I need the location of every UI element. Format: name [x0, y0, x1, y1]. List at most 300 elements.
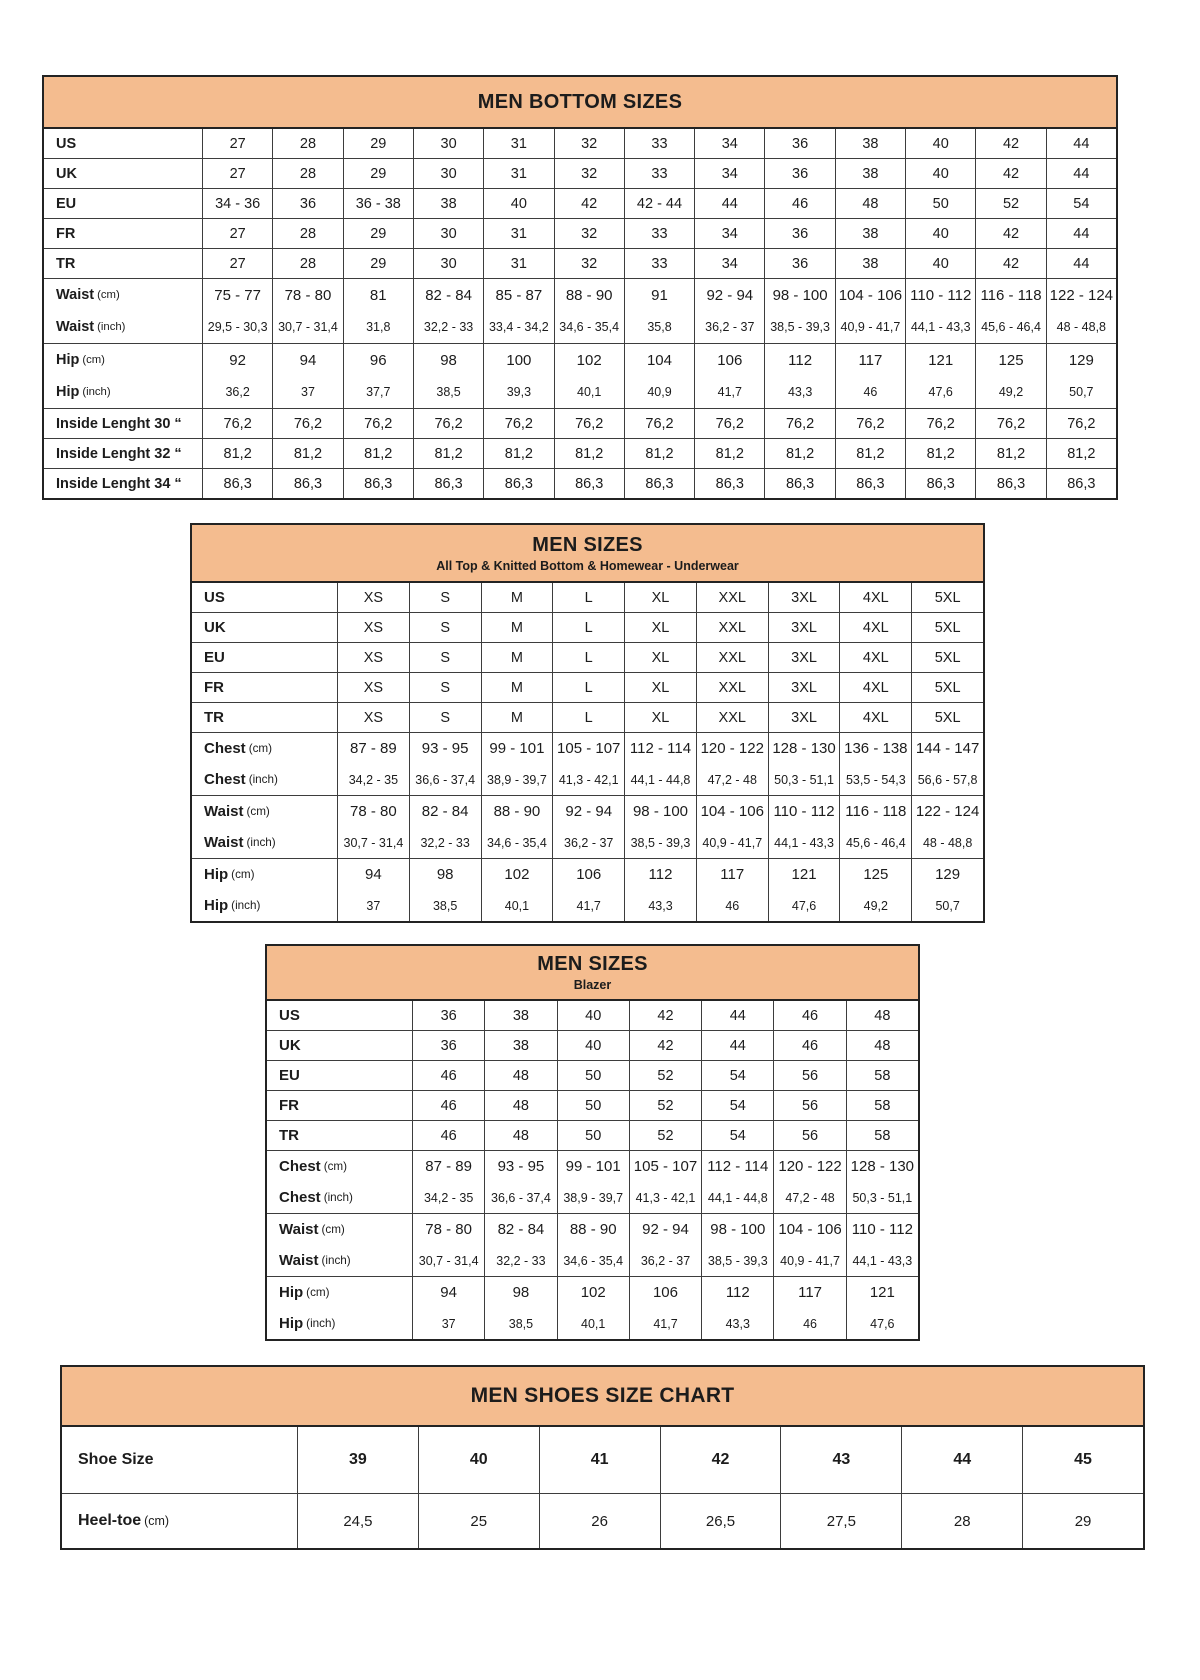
- row-label: [192, 673, 337, 702]
- table-cell: 48: [835, 189, 905, 218]
- table-row: [192, 613, 983, 642]
- table-cell: 81,2: [202, 439, 272, 468]
- table-cell: 86,3: [905, 469, 975, 498]
- table-cell: 104 - 106: [696, 796, 768, 827]
- row-label-text: FR: [279, 1097, 299, 1114]
- table-cell: 50,3 - 51,1: [846, 1182, 918, 1213]
- table-cell: 105 - 107: [629, 1151, 701, 1182]
- table-cell: 28: [272, 129, 342, 158]
- table-cell: 75 - 77: [202, 279, 272, 311]
- table-cell: 76,2: [343, 409, 413, 438]
- table-row: [44, 311, 1116, 343]
- table-cell: 86,3: [483, 469, 553, 498]
- table-cell: 30,7 - 31,4: [272, 311, 342, 343]
- table-cell: 3XL: [768, 673, 840, 702]
- table-cell: M: [481, 673, 553, 702]
- row-label: [192, 859, 337, 890]
- table-row: [192, 643, 983, 672]
- table-cell: 29: [343, 219, 413, 248]
- table-cell: 25: [418, 1494, 539, 1548]
- table-cell: 58: [846, 1121, 918, 1150]
- table-cell: L: [552, 643, 624, 672]
- row-label: [44, 159, 202, 188]
- table-row: [44, 469, 1116, 498]
- table-cell: 121: [905, 344, 975, 376]
- row-label-text: Chest: [279, 1158, 321, 1175]
- men-bottom-sizes-header: [44, 77, 1116, 129]
- row-label-text: Hip: [204, 866, 229, 883]
- table-cell: 81,2: [272, 439, 342, 468]
- table-cell: 43,3: [624, 890, 696, 921]
- table-cell: 102: [554, 344, 624, 376]
- row-group: [44, 129, 1116, 158]
- table-row: [267, 1214, 918, 1245]
- row-label: [44, 409, 202, 438]
- table-cell: 99 - 101: [557, 1151, 629, 1182]
- table-cell: 33: [624, 219, 694, 248]
- table-cell: 104 - 106: [773, 1214, 845, 1245]
- table-cell: 38: [413, 189, 483, 218]
- table-cell: 76,2: [905, 409, 975, 438]
- table-cell: 28: [272, 219, 342, 248]
- row-group: [44, 278, 1116, 343]
- men-bottom-sizes-table: [42, 75, 1118, 500]
- table-cell: 30: [413, 249, 483, 278]
- row-label: [44, 249, 202, 278]
- table-cell: 31: [483, 159, 553, 188]
- table-cell: 82 - 84: [484, 1214, 556, 1245]
- table-cell: 49,2: [975, 376, 1045, 408]
- table-cell: 81,2: [835, 439, 905, 468]
- table-row: [192, 673, 983, 702]
- table-cell: 78 - 80: [272, 279, 342, 311]
- table-cell: 30: [413, 219, 483, 248]
- table-cell: 38,9 - 39,7: [481, 764, 553, 795]
- row-label-text: Inside Lenght 34 “: [56, 475, 182, 492]
- table-cell: 42: [660, 1427, 781, 1493]
- table-cell: 33,4 - 34,2: [483, 311, 553, 343]
- table-cell: 36,6 - 37,4: [484, 1182, 556, 1213]
- table-cell: 53,5 - 54,3: [839, 764, 911, 795]
- men-shoes-size-chart-header: [62, 1367, 1143, 1427]
- row-label: [62, 1427, 297, 1493]
- row-label-unit: (cm): [246, 805, 270, 818]
- row-label-text: TR: [56, 255, 76, 272]
- table-row: [44, 219, 1116, 248]
- table-row: [192, 796, 983, 827]
- table-body: [192, 583, 983, 921]
- row-label-text: EU: [279, 1067, 300, 1084]
- table-cell: 33: [624, 159, 694, 188]
- table-cell: S: [409, 613, 481, 642]
- table-cell: 110 - 112: [768, 796, 840, 827]
- row-group: [62, 1493, 1143, 1548]
- row-label-unit: (inch): [246, 836, 276, 849]
- row-label-text: EU: [204, 649, 225, 666]
- table-cell: 46: [835, 376, 905, 408]
- size-chart-page: [0, 75, 1200, 1550]
- table-cell: 81,2: [975, 439, 1045, 468]
- row-group: [192, 583, 983, 612]
- table-cell: 40: [905, 159, 975, 188]
- table-cell: 4XL: [839, 643, 911, 672]
- table-cell: XXL: [696, 673, 768, 702]
- table-cell: 30: [413, 129, 483, 158]
- table-cell: 76,2: [554, 409, 624, 438]
- row-group: [267, 1030, 918, 1060]
- row-group: [267, 1090, 918, 1120]
- row-label-unit: (cm): [323, 1160, 348, 1173]
- row-label-text: Chest: [204, 740, 246, 757]
- table-cell: 40: [905, 129, 975, 158]
- row-label-text: US: [279, 1007, 300, 1024]
- table-cell: 41,7: [552, 890, 624, 921]
- table-cell: 34,2 - 35: [412, 1182, 484, 1213]
- men-shoes-size-chart-table: [60, 1365, 1145, 1550]
- table-cell: 112 - 114: [701, 1151, 773, 1182]
- table-cell: 44: [901, 1427, 1022, 1493]
- row-group: [192, 795, 983, 858]
- table-cell: 4XL: [839, 673, 911, 702]
- table-row: [267, 1151, 918, 1182]
- row-label-unit: (cm): [97, 289, 120, 301]
- table-cell: 34,6 - 35,4: [554, 311, 624, 343]
- table-cell: 5XL: [911, 673, 983, 702]
- table-cell: 58: [846, 1061, 918, 1090]
- row-label: [267, 1061, 412, 1090]
- table-row: [62, 1427, 1143, 1493]
- row-group: [44, 438, 1116, 468]
- row-label-text: Hip: [279, 1284, 304, 1301]
- table-cell: XXL: [696, 703, 768, 732]
- table-row: [44, 376, 1116, 408]
- table-cell: 81,2: [413, 439, 483, 468]
- table-cell: 3XL: [768, 583, 840, 612]
- table-row: [44, 344, 1116, 376]
- row-label-text: Hip: [204, 897, 229, 914]
- table-cell: 45: [1022, 1427, 1143, 1493]
- table-cell: 56: [773, 1061, 845, 1090]
- row-label-text: US: [56, 135, 77, 152]
- row-label: [192, 703, 337, 732]
- row-label-text: Inside Lenght 30 “: [56, 415, 182, 432]
- table-cell: 44: [1046, 219, 1116, 248]
- table-cell: 102: [557, 1277, 629, 1308]
- table-title: MEN BOTTOM SIZES: [477, 90, 683, 113]
- table-row: [44, 129, 1116, 158]
- table-cell: 32: [554, 129, 624, 158]
- table-cell: 45,6 - 46,4: [975, 311, 1045, 343]
- table-cell: 43,3: [701, 1308, 773, 1339]
- table-cell: XXL: [696, 643, 768, 672]
- table-cell: 5XL: [911, 703, 983, 732]
- table-cell: 104: [624, 344, 694, 376]
- table-cell: 112: [764, 344, 834, 376]
- table-row: [267, 1182, 918, 1213]
- table-cell: 85 - 87: [483, 279, 553, 311]
- table-cell: 117: [773, 1277, 845, 1308]
- row-label-unit: (inch): [306, 1317, 336, 1330]
- table-cell: 4XL: [839, 613, 911, 642]
- table-cell: 106: [552, 859, 624, 890]
- row-group: [44, 188, 1116, 218]
- table-cell: 37,7: [343, 376, 413, 408]
- table-row: [62, 1494, 1143, 1548]
- table-cell: 78 - 80: [337, 796, 409, 827]
- table-cell: 40: [905, 219, 975, 248]
- table-cell: 32: [554, 159, 624, 188]
- row-label: [267, 1031, 412, 1060]
- table-cell: 32: [554, 249, 624, 278]
- table-cell: 47,6: [768, 890, 840, 921]
- table-cell: 129: [1046, 344, 1116, 376]
- table-cell: 81,2: [905, 439, 975, 468]
- table-cell: 48: [484, 1061, 556, 1090]
- table-cell: L: [552, 673, 624, 702]
- table-cell: XL: [624, 613, 696, 642]
- table-cell: 104 - 106: [835, 279, 905, 311]
- row-group: [44, 343, 1116, 408]
- table-cell: 40,1: [554, 376, 624, 408]
- table-cell: 56,6 - 57,8: [911, 764, 983, 795]
- table-cell: 50: [905, 189, 975, 218]
- row-label-unit: (inch): [323, 1191, 353, 1204]
- table-cell: 34: [694, 219, 764, 248]
- table-cell: 48 - 48,8: [911, 827, 983, 858]
- row-label-text: US: [204, 589, 225, 606]
- table-cell: 86,3: [272, 469, 342, 498]
- table-cell: 128 - 130: [768, 733, 840, 764]
- table-cell: 56: [773, 1121, 845, 1150]
- table-cell: 88 - 90: [554, 279, 624, 311]
- table-cell: 44: [1046, 249, 1116, 278]
- row-label: [44, 129, 202, 158]
- table-cell: 110 - 112: [905, 279, 975, 311]
- table-cell: 92 - 94: [629, 1214, 701, 1245]
- table-cell: 36,2: [202, 376, 272, 408]
- row-label-text: FR: [56, 225, 76, 242]
- table-cell: XL: [624, 703, 696, 732]
- table-cell: S: [409, 703, 481, 732]
- row-label: [192, 643, 337, 672]
- table-cell: 27,5: [780, 1494, 901, 1548]
- table-cell: 121: [768, 859, 840, 890]
- table-cell: 42: [554, 189, 624, 218]
- table-cell: 38: [835, 249, 905, 278]
- table-cell: 32,2 - 33: [409, 827, 481, 858]
- table-cell: 34: [694, 129, 764, 158]
- table-cell: 36,2 - 37: [694, 311, 764, 343]
- table-cell: 45,6 - 46,4: [839, 827, 911, 858]
- table-row: [267, 1031, 918, 1060]
- row-group: [44, 408, 1116, 438]
- table-cell: 52: [975, 189, 1045, 218]
- row-label: [267, 1245, 412, 1276]
- table-cell: L: [552, 703, 624, 732]
- row-label-unit: (cm): [144, 1514, 170, 1528]
- table-cell: 27: [202, 249, 272, 278]
- table-title: MEN SHOES SIZE CHART: [470, 1384, 735, 1407]
- table-cell: 98 - 100: [764, 279, 834, 311]
- row-label: [192, 796, 337, 827]
- row-label-text: Waist: [204, 834, 244, 851]
- table-cell: 37: [412, 1308, 484, 1339]
- row-label-text: UK: [56, 165, 77, 182]
- table-cell: 28: [901, 1494, 1022, 1548]
- table-row: [267, 1277, 918, 1308]
- table-cell: 3XL: [768, 613, 840, 642]
- table-cell: 31: [483, 249, 553, 278]
- table-row: [44, 189, 1116, 218]
- table-cell: 52: [629, 1121, 701, 1150]
- table-cell: 30: [413, 159, 483, 188]
- table-cell: 5XL: [911, 613, 983, 642]
- row-label: [44, 219, 202, 248]
- table-cell: 86,3: [202, 469, 272, 498]
- table-cell: 81,2: [764, 439, 834, 468]
- table-row: [192, 583, 983, 612]
- table-cell: 125: [839, 859, 911, 890]
- table-cell: 92: [202, 344, 272, 376]
- row-group: [267, 1001, 918, 1030]
- table-cell: 46: [412, 1061, 484, 1090]
- table-cell: 106: [629, 1277, 701, 1308]
- table-cell: 36: [412, 1031, 484, 1060]
- table-cell: 93 - 95: [409, 733, 481, 764]
- table-cell: 38: [835, 219, 905, 248]
- table-cell: 76,2: [272, 409, 342, 438]
- table-cell: 38: [484, 1031, 556, 1060]
- table-cell: 42: [975, 249, 1045, 278]
- table-cell: 39,3: [483, 376, 553, 408]
- table-cell: 39: [297, 1427, 418, 1493]
- table-cell: 38,5: [413, 376, 483, 408]
- table-cell: 44,1 - 44,8: [624, 764, 696, 795]
- row-label: [192, 583, 337, 612]
- row-label-text: Shoe Size: [78, 1451, 154, 1468]
- table-cell: 44: [701, 1031, 773, 1060]
- table-cell: 48: [484, 1121, 556, 1150]
- row-label: [192, 890, 337, 921]
- row-label-text: Hip: [279, 1315, 304, 1332]
- row-label: [267, 1277, 412, 1308]
- table-cell: 27: [202, 159, 272, 188]
- table-cell: 31: [483, 129, 553, 158]
- table-cell: 112 - 114: [624, 733, 696, 764]
- table-cell: 99 - 101: [481, 733, 553, 764]
- table-cell: 38,5: [484, 1308, 556, 1339]
- row-group: [44, 218, 1116, 248]
- table-row: [267, 1001, 918, 1030]
- row-label: [267, 1091, 412, 1120]
- table-cell: 36,2 - 37: [629, 1245, 701, 1276]
- table-cell: 26,5: [660, 1494, 781, 1548]
- table-cell: 54: [701, 1121, 773, 1150]
- table-cell: 81,2: [343, 439, 413, 468]
- table-cell: 29: [343, 129, 413, 158]
- table-cell: 33: [624, 129, 694, 158]
- table-cell: 54: [1046, 189, 1116, 218]
- row-group: [192, 732, 983, 795]
- table-cell: 27: [202, 129, 272, 158]
- table-cell: XXL: [696, 613, 768, 642]
- table-cell: S: [409, 673, 481, 702]
- table-cell: 46: [412, 1091, 484, 1120]
- table-cell: 110 - 112: [846, 1214, 918, 1245]
- table-cell: 81,2: [694, 439, 764, 468]
- table-cell: 87 - 89: [412, 1151, 484, 1182]
- table-subtitle: All Top & Knitted Bottom & Homewear - Underwear: [436, 558, 739, 573]
- table-cell: 86,3: [835, 469, 905, 498]
- row-label: [267, 1121, 412, 1150]
- row-label: [267, 1182, 412, 1213]
- row-group: [44, 468, 1116, 498]
- table-cell: 34 - 36: [202, 189, 272, 218]
- table-cell: 86,3: [624, 469, 694, 498]
- table-subtitle: Blazer: [573, 978, 612, 992]
- row-label: [192, 827, 337, 858]
- table-cell: 86,3: [764, 469, 834, 498]
- table-cell: 40: [557, 1001, 629, 1030]
- row-label: [44, 189, 202, 218]
- table-cell: 98: [413, 344, 483, 376]
- row-label: [44, 376, 202, 408]
- row-label-unit: (inch): [97, 321, 126, 333]
- table-cell: 44,1 - 43,3: [846, 1245, 918, 1276]
- table-cell: 30,7 - 31,4: [337, 827, 409, 858]
- table-cell: 91: [624, 279, 694, 311]
- table-cell: XS: [337, 673, 409, 702]
- row-label: [44, 311, 202, 343]
- men-sizes-tops-table: [190, 523, 985, 923]
- row-label: [44, 344, 202, 376]
- table-cell: 128 - 130: [846, 1151, 918, 1182]
- table-cell: 93 - 95: [484, 1151, 556, 1182]
- row-label-unit: (inch): [82, 386, 111, 398]
- table-cell: 112: [701, 1277, 773, 1308]
- table-cell: 44: [694, 189, 764, 218]
- row-label-text: Heel-toe: [78, 1512, 142, 1529]
- table-cell: 32: [554, 219, 624, 248]
- men-sizes-tops-header: [192, 525, 983, 583]
- table-cell: 117: [835, 344, 905, 376]
- table-row: [192, 733, 983, 764]
- table-cell: 41,7: [694, 376, 764, 408]
- table-cell: 44,1 - 44,8: [701, 1182, 773, 1213]
- row-group: [267, 1276, 918, 1339]
- row-label: [192, 733, 337, 764]
- table-row: [267, 1091, 918, 1120]
- table-cell: M: [481, 703, 553, 732]
- table-cell: 37: [337, 890, 409, 921]
- row-label: [44, 469, 202, 498]
- row-group: [192, 702, 983, 732]
- table-cell: 27: [202, 219, 272, 248]
- row-label-text: TR: [279, 1127, 299, 1144]
- row-label-text: Waist: [279, 1252, 319, 1269]
- row-label: [267, 1151, 412, 1182]
- row-group: [192, 672, 983, 702]
- table-cell: 136 - 138: [839, 733, 911, 764]
- table-cell: 50: [557, 1091, 629, 1120]
- table-cell: 117: [696, 859, 768, 890]
- row-group: [192, 858, 983, 921]
- table-cell: XXL: [696, 583, 768, 612]
- row-label-unit: (cm): [321, 1223, 345, 1236]
- table-cell: S: [409, 583, 481, 612]
- table-cell: 44: [1046, 159, 1116, 188]
- table-cell: 36: [764, 129, 834, 158]
